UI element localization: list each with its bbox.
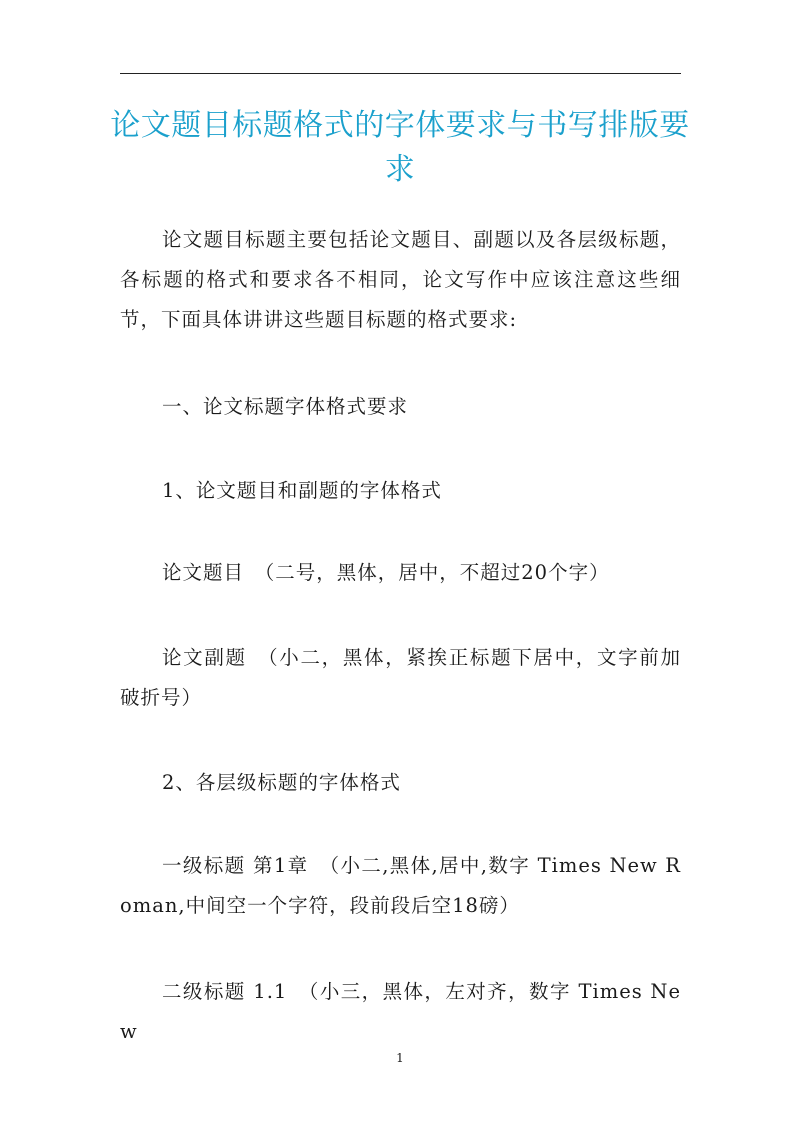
subsection-heading-1: 1、论文题目和副题的字体格式 — [162, 479, 442, 502]
section-heading-1: 一、论文标题字体格式要求 — [162, 395, 409, 418]
intro-paragraph: 论文题目标题主要包括论文题目、副题以及各层级标题，各标题的格式和要求各不相同，论文写作中应该注意这些细节，下面具体讲讲这些题目标题的格式要求: — [120, 228, 681, 331]
page-number: 1 — [396, 1051, 404, 1065]
level2-heading-format: 二级标题 1.1 （小三，黑体，左对齐，数字 Times New — [120, 980, 681, 1043]
level1-heading-format: 一级标题 第1章 （小二,黑体,居中,数字 Times New Roman,中间空一个字符，段前段后空18磅） — [120, 854, 681, 917]
subtitle-format-line: 论文副题 （小二，黑体，紧挨正标题下居中，文字前加破折号） — [120, 646, 681, 709]
title-format-line: 论文题目 （二号，黑体，居中，不超过20个字） — [162, 561, 610, 584]
document-title: 论文题目标题格式的字体要求与书写排版要求 — [110, 108, 690, 187]
header-rule — [120, 73, 681, 74]
subsection-heading-2: 2、各层级标题的字体格式 — [162, 771, 401, 794]
